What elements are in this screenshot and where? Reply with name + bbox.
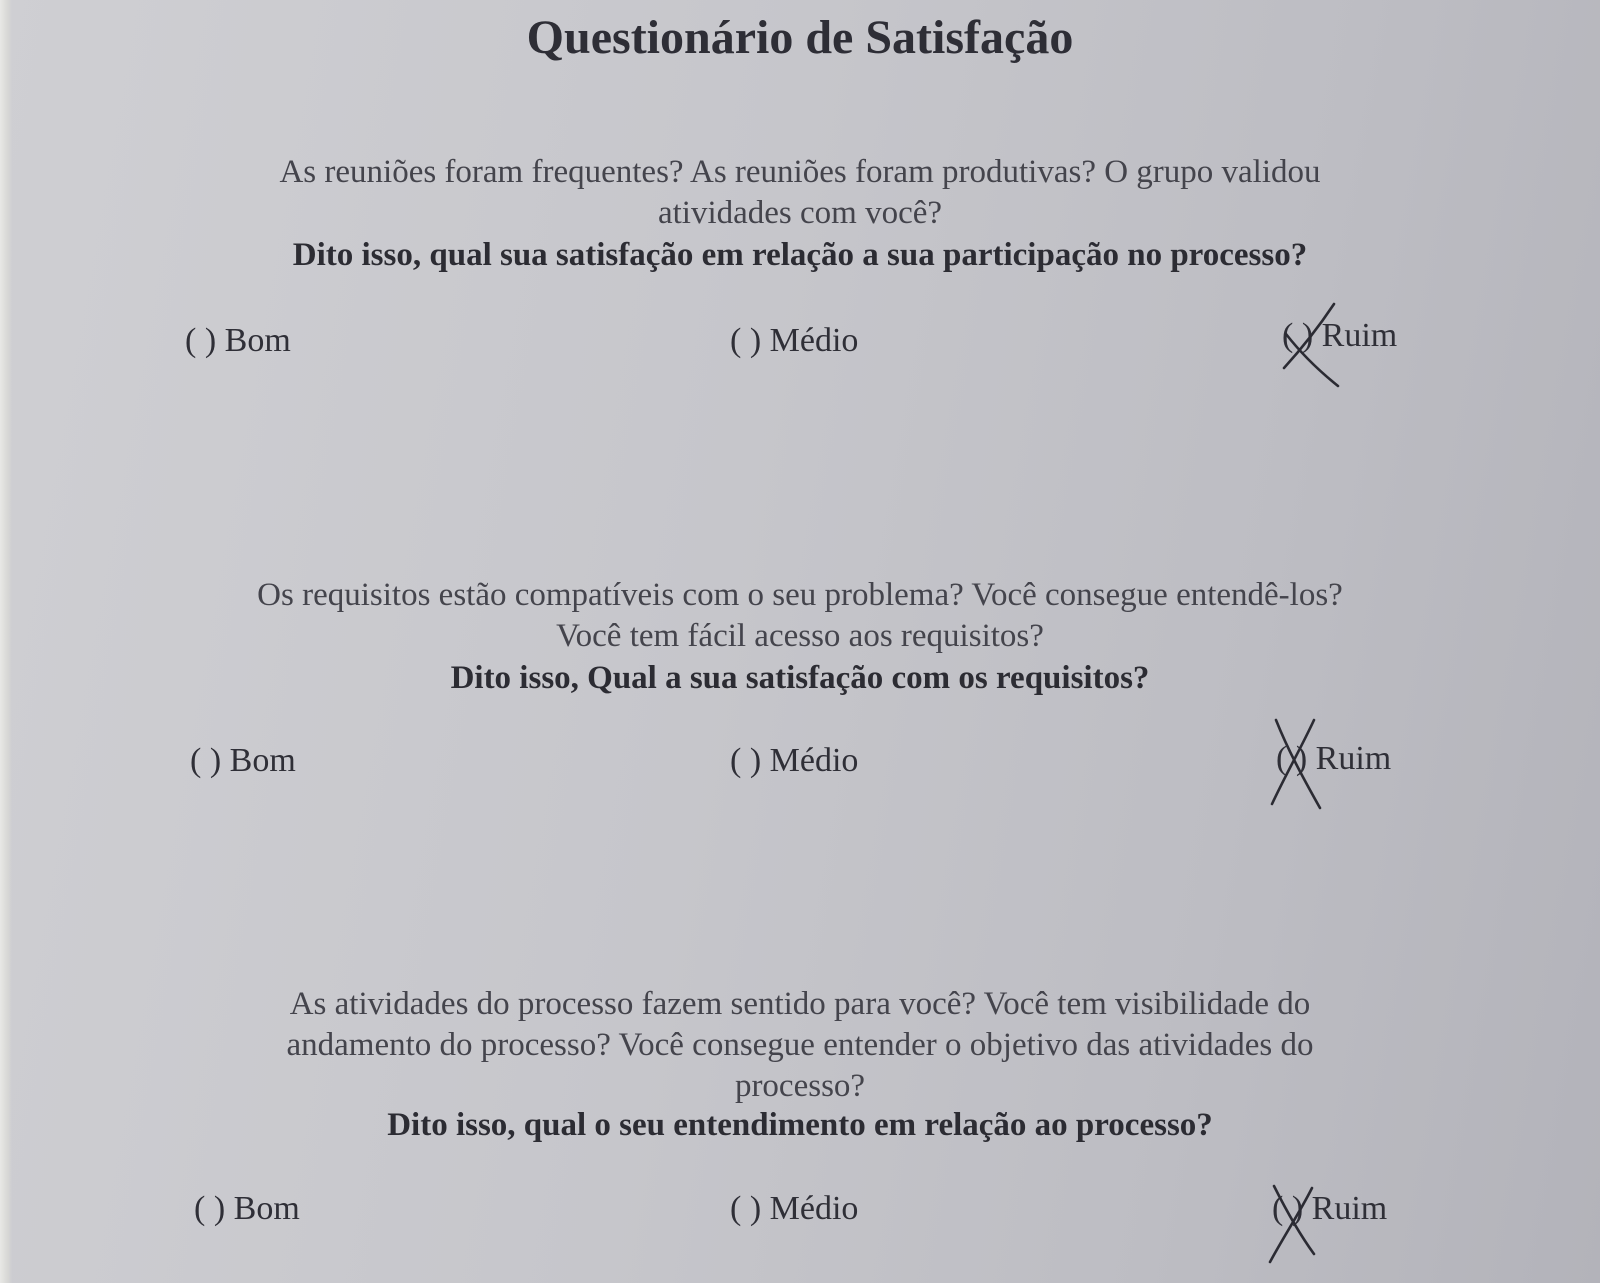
q2-option-medio[interactable]: ( ) Médio (730, 742, 859, 779)
question-3-line-3: processo? (734, 1068, 866, 1104)
question-1-emphasis: Dito isso, qual sua satisfação em relação a sua participação no processo? (292, 237, 1308, 273)
question-3-text (180, 984, 1420, 1107)
question-2-emphasis: Dito isso, Qual a sua satisfação com os requisitos? (450, 660, 1150, 696)
question-3-line-2: andamento do processo? Você consegue entender o objetivo das atividades do (286, 1027, 1314, 1063)
q1-option-ruim[interactable]: ( ) Ruim (1282, 317, 1398, 354)
q1-handwritten-x-mark (1278, 300, 1358, 392)
q2-option-ruim[interactable]: ( ) Ruim (1276, 740, 1392, 777)
q2-option-bom[interactable]: ( ) Bom (190, 742, 296, 779)
q3-handwritten-x-mark (1262, 1180, 1332, 1270)
question-2-line-1: Os requisitos estão compatíveis com o seu problema? Você consegue entendê-los? (257, 577, 1343, 613)
q2-handwritten-x-mark (1266, 712, 1336, 812)
question-2-line-2: Você tem fácil acesso aos requisitos? (556, 618, 1044, 654)
question-1-line-2: atividades com você? (657, 195, 943, 231)
question-1-line-1: As reuniões foram frequentes? As reuniões foram produtivas? O grupo validou (279, 154, 1321, 190)
page-title: Questionário de Satisfação (526, 11, 1074, 64)
question-2-text (180, 575, 1420, 657)
q3-option-ruim[interactable]: ( ) Ruim (1272, 1190, 1388, 1227)
question-1-text (180, 152, 1420, 234)
q1-option-bom[interactable]: ( ) Bom (185, 322, 291, 359)
question-3-emphasis: Dito isso, qual o seu entendimento em relação ao processo? (387, 1107, 1213, 1143)
paper-edge (0, 0, 12, 1283)
question-3-line-1: As atividades do processo fazem sentido para você? Você tem visibilidade do (289, 986, 1311, 1022)
q1-option-medio[interactable]: ( ) Médio (730, 322, 859, 359)
q3-option-bom[interactable]: ( ) Bom (194, 1190, 300, 1227)
q3-option-medio[interactable]: ( ) Médio (730, 1190, 859, 1227)
